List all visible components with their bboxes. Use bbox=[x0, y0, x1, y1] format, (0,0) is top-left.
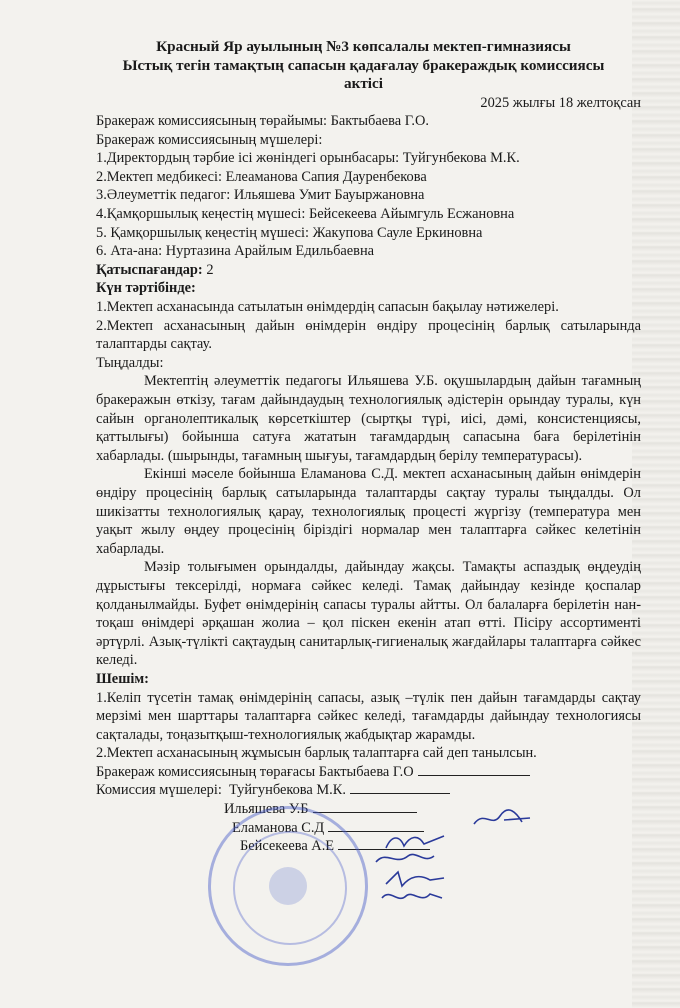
member-line: 1.Директордың тәрбие ісі жөніндегі орынбасары: Туйгунбекова М.К. bbox=[96, 150, 520, 167]
signature-line bbox=[418, 763, 530, 776]
member-line: 4.Қамқоршылық кеңестің мүшесі: Бейсекеева Айымгуль Есжановна bbox=[96, 206, 515, 223]
member-signature-name: Еламанова С.Д bbox=[232, 819, 325, 836]
heard-paragraph: Мәзір толығымен орындалды, дайындау жақсы. Тамақты аспаздық өңдеудің дұрыстығы тексерілді, нормаға сәйкес келеді. Тамақ дайындау кезінде қоспалар қолданылмайды. Буфет өнімдерінің сапасы туралы айтты. Ол балаларға берілетін нан-тоқаш өнімдері әрқашан жолиа – қол піскен екенін атап өтті. Пісіру ассортименті әртүрлі. Азық-түлікті сақтаудың санитарлық-гигиеналық жағдайлары талаптарға сәйкес келеді. bbox=[96, 559, 641, 669]
signature-line bbox=[338, 837, 430, 850]
member-signature-row bbox=[96, 800, 641, 819]
absent-label: Қатыспағандар: bbox=[96, 261, 203, 278]
stamp-emblem bbox=[269, 867, 307, 905]
chair-signature-row bbox=[96, 763, 641, 782]
member-signature bbox=[380, 868, 450, 890]
member-signature bbox=[378, 886, 448, 908]
document-body bbox=[96, 38, 641, 856]
heard-heading: Тыңдалды: bbox=[96, 354, 164, 371]
member-line: 2.Мектеп медбикесі: Елеаманова Сапия Дауренбекова bbox=[96, 168, 427, 185]
chair-signature-label: Бракераж комиссиясының төрағасы Бактыбаева Г.О bbox=[96, 763, 414, 780]
agenda-heading: Күн тәртібінде: bbox=[96, 280, 196, 297]
heard-paragraph: Екінші мәселе бойынша Еламанова С.Д. мектеп асханасының дайын өнімдерін өндіру процесінің барлық сатыларында талаптарды сақтау туралы тыңдалды. Ол шикізатты технологиялық қарау, технологиялық процесті жүргізу (температура мен уақыт жылу өңдеу процесінің біріздігі нормалар мен талаптарға сәйкес келетінін хабарлады. bbox=[96, 466, 641, 557]
decision-heading: Шешім: bbox=[96, 670, 149, 687]
decision-item: 2.Мектеп асханасының жұмысын барлық талаптарға сай деп танылсын. bbox=[96, 745, 537, 762]
title-line-1: Красный Яр ауылының №3 көпсалалы мектеп-гимназиясы bbox=[156, 38, 571, 55]
document-title bbox=[86, 38, 641, 94]
signature-line bbox=[313, 800, 417, 813]
title-line-2: Ыстық тегін тамақтың сапасын қадағалау бракераждық комиссиясы bbox=[122, 56, 605, 74]
absent-value: 2 bbox=[202, 261, 214, 278]
agenda-item: 1.Мектеп асханасында сатылатын өнімдердің сапасын бақылау нәтижелері. bbox=[96, 299, 559, 316]
document-date: 2025 жылғы 18 желтоқсан bbox=[480, 94, 641, 111]
commission-chair: Бракераж комиссиясының төрайымы: Бактыбаева Г.О. bbox=[96, 113, 429, 130]
member-line: 6. Ата-ана: Нуртазина Арайлым Едильбаевна bbox=[96, 243, 375, 260]
member-signature-row bbox=[96, 819, 641, 838]
members-signature-label: Комиссия мүшелері: bbox=[96, 782, 222, 799]
title-line-3: актісі bbox=[344, 75, 383, 92]
absent-count bbox=[96, 261, 641, 280]
member-signature-row bbox=[96, 837, 641, 856]
member-signature-name: Туйгунбекова М.К. bbox=[229, 782, 346, 799]
member-signature-name: Бейсекеева А.Е bbox=[240, 838, 335, 855]
member-line: 3.Әлеуметтік педагог: Ильяшева Умит Бауыржановна bbox=[96, 187, 425, 204]
member-line: 5. Қамқоршылық кеңестің мүшесі: Жакупова Сауле Еркиновна bbox=[96, 224, 483, 241]
member-signature-name: Ильяшева У.Б bbox=[224, 801, 309, 818]
decision-item: 1.Келіп түсетін тамақ өнімдерінің сапасы, азық –түлік пен дайын тағамдарды сақтау мерзімі мен шарттары талаптарға сәйкес келеді, тағамдарды дайындау технологиясы сақталады, тоңазытқыш-технологиялық жабдықтар жарамды. bbox=[96, 689, 641, 743]
heard-paragraph: Мектептің әлеуметтік педагогы Ильяшева У.Б. оқушылардың дайын тағамның бракеражын өткізу, тағам дайындаудың технологиялық әдістерін орындау туралы, күн сайын органолептикалық көрсеткіштер (сыртқы түрі, иісі, дәмі, консистенциясы, қаттылығы) бойынша сатуға жататын тағамдардың сапасына баға берілетінін хабарлады. (шырынды, тағамның шығуы, тағамдардың берілу температурасы). bbox=[96, 373, 641, 464]
signature-line bbox=[350, 781, 450, 794]
signature-line bbox=[328, 819, 424, 832]
members-heading: Бракераж комиссиясының мүшелері: bbox=[96, 131, 323, 148]
agenda-item: 2.Мектеп асханасының дайын өнімдерін өндіру процесінің барлық сатыларында талаптарды сақтау. bbox=[96, 317, 641, 353]
member-signature-row bbox=[96, 781, 641, 800]
